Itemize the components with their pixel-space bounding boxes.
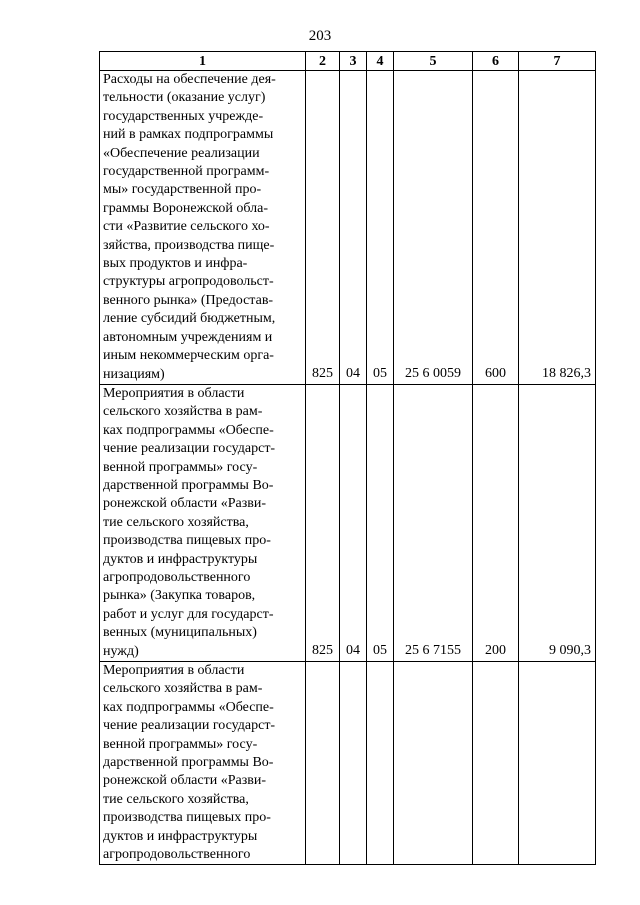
table-row (100, 71, 596, 385)
cell-section: 04 (340, 71, 367, 385)
header-col-6: 6 (473, 52, 519, 71)
header-col-1: 1 (100, 52, 306, 71)
cell-admin-code: 825 (306, 71, 340, 385)
header-col-4: 4 (367, 52, 394, 71)
cell-expense-type: 600 (473, 71, 519, 385)
cell-admin-code (306, 662, 340, 865)
page-number: 203 (308, 28, 332, 44)
cell-amount: 18 826,3 (519, 71, 596, 385)
header-col-5: 5 (394, 52, 473, 71)
row-description: Расходы на обеспечение дея- тельности (оказание услуг) государственных учрежде- ний в рамках подпрограммы «Обеспечение реализации государственной программ- мы» государственной про- граммы Воронежской обла- сти «Развитие сельского хо- зяйства, производства пище- вых продуктов и инфра- структуры агропродовольст- венного рынка» (Предостав- ление субсидий бюджетным, автономным учреждениям и иным некоммерческим орга- низациям) (100, 71, 306, 385)
cell-amount (519, 662, 596, 865)
row-description: Мероприятия в области сельского хозяйства в рам- ках подпрограммы «Обеспе- чение реализации государст- венной программы» госу- дарственной программы Во- ронежской области «Разви- тие сельского хозяйства, производства пищевых про- дуктов и инфраструктуры агропродовольственного рынка» (Закупка товаров, работ и услуг для государст- венных (муниципальных) нужд) (100, 384, 306, 661)
budget-table (99, 51, 596, 865)
header-row (100, 52, 596, 71)
cell-target-article: 25 6 0059 (394, 71, 473, 385)
table-row (100, 384, 596, 661)
table-row (100, 662, 596, 865)
cell-subsection: 05 (367, 71, 394, 385)
row-description: Мероприятия в области сельского хозяйства в рам- ках подпрограммы «Обеспе- чение реализации государст- венной программы» госу- дарственной программы Во- ронежской области «Разви- тие сельского хозяйства, производства пищевых про- дуктов и инфраструктуры агропродовольственного (100, 662, 306, 865)
cell-amount: 9 090,3 (519, 384, 596, 661)
cell-subsection (367, 662, 394, 865)
cell-target-article: 25 6 7155 (394, 384, 473, 661)
header-col-7: 7 (519, 52, 596, 71)
header-col-2: 2 (306, 52, 340, 71)
cell-target-article (394, 662, 473, 865)
cell-expense-type (473, 662, 519, 865)
header-col-3: 3 (340, 52, 367, 71)
cell-admin-code: 825 (306, 384, 340, 661)
cell-section: 04 (340, 384, 367, 661)
cell-subsection: 05 (367, 384, 394, 661)
cell-expense-type: 200 (473, 384, 519, 661)
cell-section (340, 662, 367, 865)
table-body (100, 71, 596, 865)
table-header (100, 52, 596, 71)
